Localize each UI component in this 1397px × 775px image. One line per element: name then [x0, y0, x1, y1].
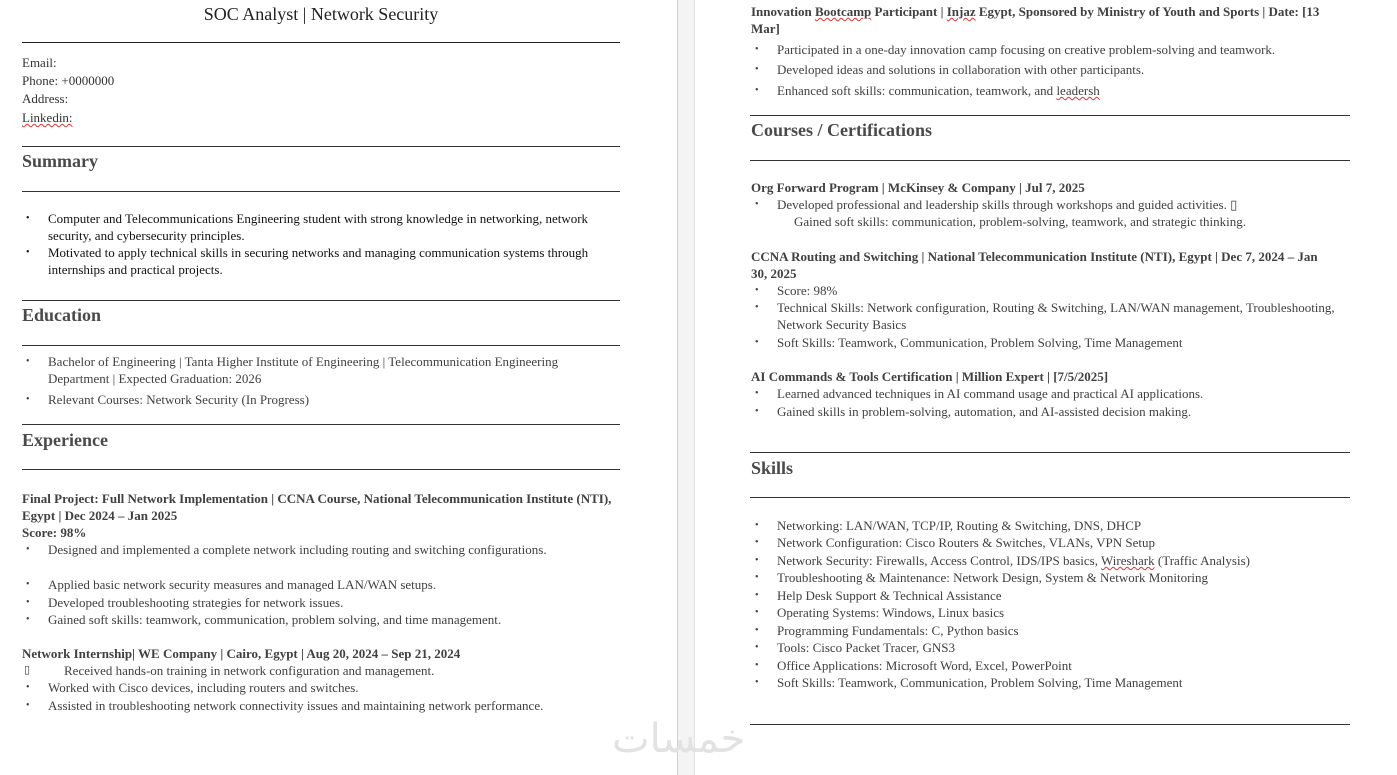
bootcamp-bullet: • Participated in a one-day innovation camp focusing on creative problem-solving and teamwork.	[751, 41, 1377, 58]
contact-address: Address:	[22, 91, 69, 106]
bullet-text: leadersh	[1056, 83, 1100, 98]
org-bullet: • Developed professional and leadership skills through workshops and guided activities. ▯	[751, 196, 1377, 213]
bootcamp-bullet	[751, 82, 1377, 99]
divider	[750, 452, 1350, 453]
divider	[750, 497, 1350, 498]
divider	[750, 160, 1350, 161]
skills-heading: Skills	[751, 458, 794, 478]
skill-item	[751, 552, 1357, 569]
skill-item: • Tools: Cisco Packet Tracer, GNS3	[751, 639, 1357, 656]
education-bullet: • Relevant Courses: Network Security (In Progress)	[22, 391, 568, 408]
skill-item: • Programming Fundamentals: C, Python basics	[751, 622, 1357, 639]
org-bullet-continued: Gained soft skills: communication, problem-solving, teamwork, and strategic thinking.	[794, 214, 1247, 229]
project-bullet: • Applied basic network security measures and managed LAN/WAN setups.	[22, 576, 608, 593]
bootcamp-bullet: • Developed ideas and solutions in collaboration with other participants.	[751, 61, 1377, 78]
education-heading: Education	[22, 305, 102, 325]
project-bullet: • Gained soft skills: teamwork, communication, problem solving, and time management.	[22, 611, 608, 628]
internship-bullet: • Assisted in troubleshooting network connectivity issues and maintaining network performance.	[22, 697, 563, 714]
internship-title: Network Internship| WE Company | Cairo, Egypt | Aug 20, 2024 – Sep 21, 2024	[22, 646, 461, 661]
org-title: Org Forward Program | McKinsey & Company | Jul 7, 2025	[751, 180, 1085, 195]
contact-phone: Phone: +0000000	[22, 73, 115, 88]
project-bullet: • Developed troubleshooting strategies for network issues.	[22, 594, 608, 611]
divider	[750, 724, 1350, 725]
linkedin-label: Linkedin:	[22, 110, 73, 125]
skill-item: • Help Desk Support & Technical Assistance	[751, 587, 1357, 604]
project-title: Final Project: Full Network Implementation | CCNA Course, National Telecommunication Institute (NTI), Egypt | Dec 2024 – Jan 2025	[22, 491, 612, 523]
watermark-logo: خمسات	[612, 716, 746, 762]
divider	[750, 115, 1350, 116]
courses-heading: Courses / Certifications	[751, 120, 932, 140]
divider	[22, 424, 620, 425]
divider	[22, 469, 620, 470]
ccna-title: CCNA Routing and Switching | National Telecommunication Institute (NTI), Egypt | Dec 7, 2024 – Jan 30, 2025	[751, 249, 1318, 281]
resume-title: SOC Analyst | Network Security	[203, 4, 439, 24]
summary-bullet: • Motivated to apply technical skills in securing networks and managing communication systems through internships and practical projects.	[22, 244, 622, 278]
internship-bullet: ▯ Received hands-on training in network configuration and management.	[22, 662, 604, 679]
contact-email: Email:	[22, 55, 57, 70]
bootcamp-title-part: Egypt, Sponsored by Ministry of Youth and Sports | Date: [13 Mar]	[751, 4, 1320, 36]
bullet-text: Enhanced soft skills: communication, teamwork, and	[777, 83, 1057, 98]
skill-item: • Networking: LAN/WAN, TCP/IP, Routing & Switching, DNS, DHCP	[751, 517, 1357, 534]
divider	[22, 345, 620, 346]
summary-bullet: • Computer and Telecommunications Engineering student with strong knowledge in networking, network security, and cybersecurity principles.	[22, 210, 622, 244]
ai-title: AI Commands & Tools Certification | Million Expert | [7/5/2025]	[751, 369, 1109, 384]
bootcamp-title	[751, 3, 1341, 37]
ai-bullet: • Learned advanced techniques in AI command usage and practical AI applications.	[751, 385, 1357, 402]
page-separator	[677, 0, 695, 775]
divider	[22, 191, 620, 192]
skill-item: • Operating Systems: Windows, Linux basics	[751, 604, 1357, 621]
ccna-bullet: • Technical Skills: Network configuration, Routing & Switching, LAN/WAN management, Troubleshooting, Network Security Basics	[751, 299, 1337, 333]
internship-bullet: • Worked with Cisco devices, including routers and switches.	[22, 679, 608, 696]
skill-item: • Network Configuration: Cisco Routers & Switches, VLANs, VPN Setup	[751, 534, 1357, 551]
skill-item: • Office Applications: Microsoft Word, Excel, PowerPoint	[751, 657, 1357, 674]
experience-heading: Experience	[22, 430, 108, 450]
contact-linkedin	[22, 109, 73, 126]
skill-text: Wireshark	[1101, 553, 1155, 568]
education-bullet: • Bachelor of Engineering | Tanta Higher Institute of Engineering | Telecommunication Engineering Department | Expected Graduation: 2026	[22, 353, 568, 387]
skill-item: • Troubleshooting & Maintenance: Network Design, System & Network Monitoring	[751, 569, 1357, 586]
bootcamp-title-part: Participant |	[871, 4, 947, 19]
bootcamp-title-part: Bootcamp	[814, 4, 872, 19]
bootcamp-title-part: Innovation	[751, 4, 815, 19]
ccna-bullet: • Soft Skills: Teamwork, Communication, Problem Solving, Time Management	[751, 334, 1357, 351]
bootcamp-title-part: Injaz	[946, 4, 976, 19]
project-bullet: • Designed and implemented a complete network including routing and switching configurations.	[22, 541, 548, 558]
skill-text: (Traffic Analysis)	[1154, 553, 1250, 568]
project-score: Score: 98%	[22, 525, 87, 540]
skill-text: Network Security: Firewalls, Access Control, IDS/IPS basics,	[777, 553, 1102, 568]
ccna-bullet: • Score: 98%	[751, 282, 1337, 299]
divider	[22, 300, 620, 301]
ai-bullet: • Gained skills in problem-solving, automation, and AI-assisted decision making.	[751, 403, 1357, 420]
divider	[22, 146, 620, 147]
divider	[22, 42, 620, 43]
summary-heading: Summary	[22, 151, 98, 171]
skill-item: • Soft Skills: Teamwork, Communication, Problem Solving, Time Management	[751, 674, 1357, 691]
